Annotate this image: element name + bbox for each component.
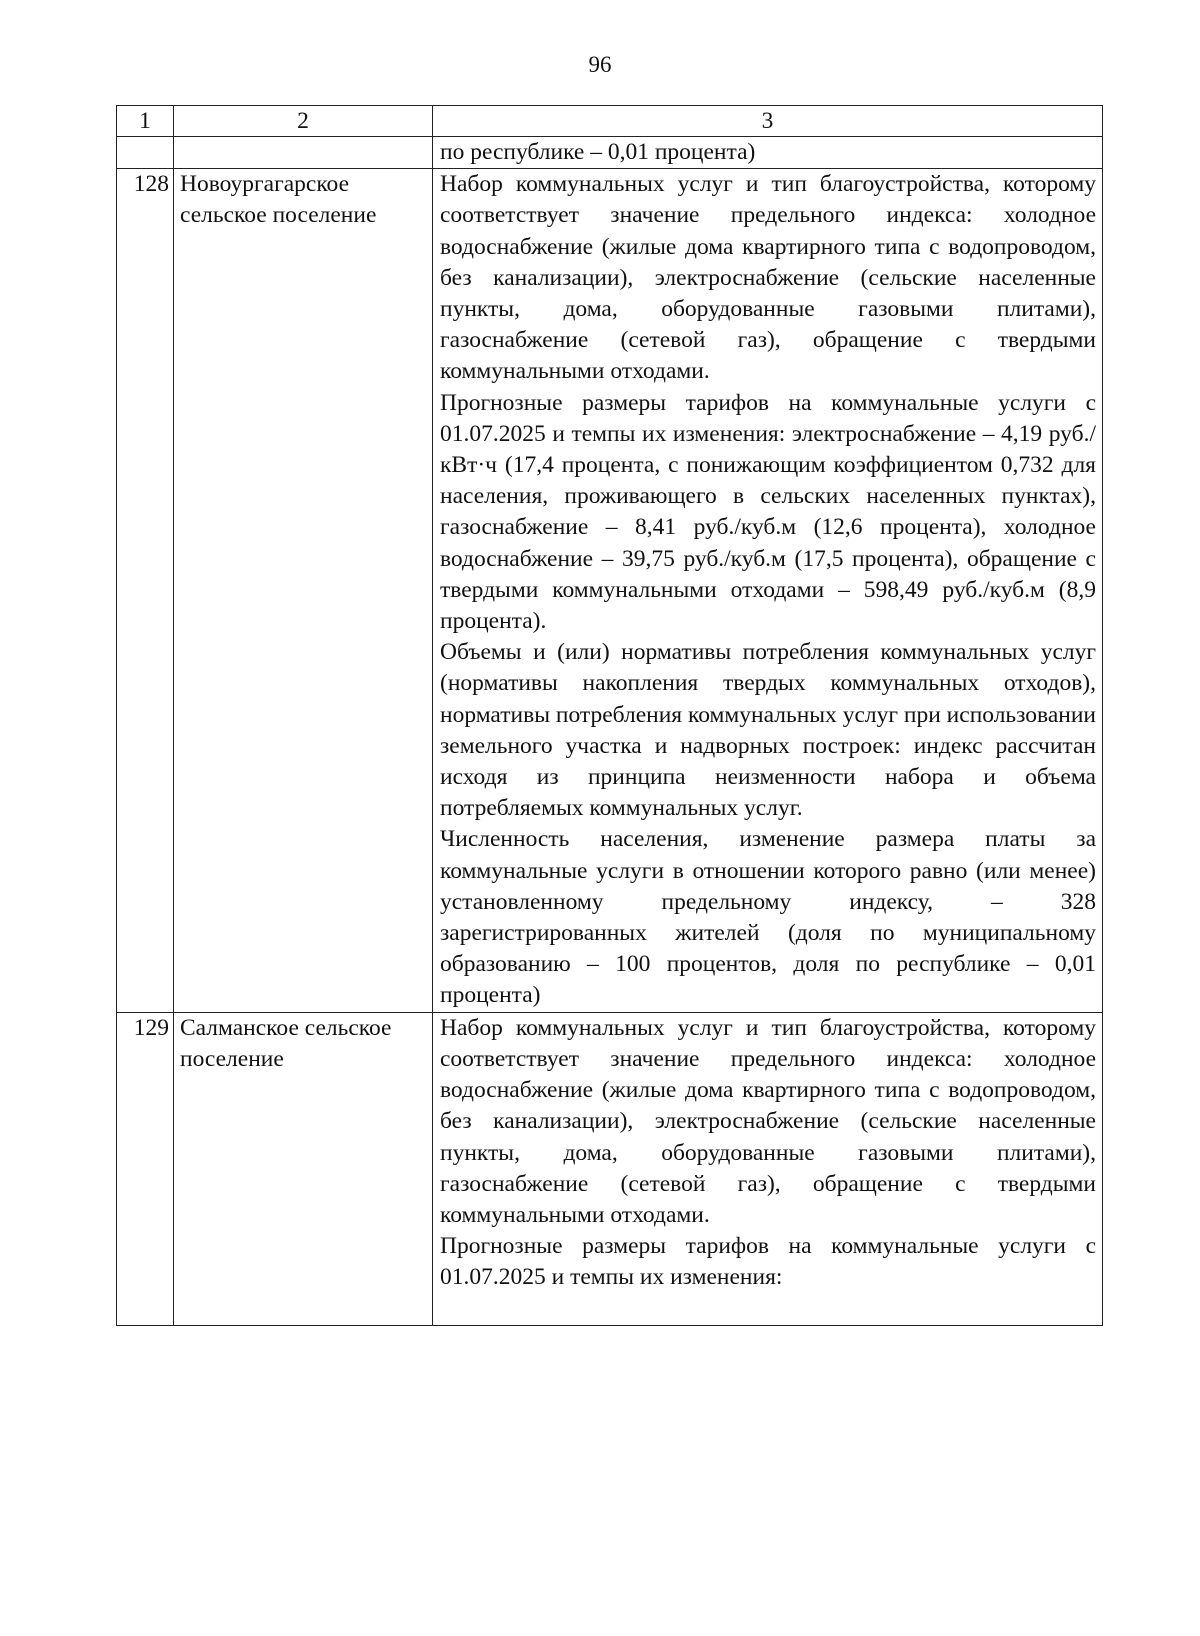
row-number: 128	[117, 169, 174, 1012]
paragraph-services: Набор коммунальных услуг и тип благоустройства, которому соответствует значение предельного индекса: холодное водоснабжение (жилые дома квартирного типа с водопроводом, без канализации), электроснабжение (сельские населенные пункты, дома, оборудованные газовыми плитами), газоснабжение (сетевой газ), обращение с твердыми коммунальными отходами.	[440, 1014, 1096, 1228]
row-number: 129	[117, 1012, 174, 1325]
header-col-3: 3	[433, 106, 1103, 137]
paragraph-population: Численность населения, изменение размера платы за коммунальные услуги в отношении которого равно (или менее) установленному предельному индексу, – 328 зарегистрированных жителей (доля по муниципальному образованию – 100 процентов, доля по республике – 0,01 процента)	[440, 826, 1096, 1009]
continuation-row	[117, 137, 1103, 169]
header-col-1: 1	[117, 106, 174, 137]
settlement-name: Новоургагарское сельское поселение	[174, 169, 433, 1012]
settlement-name: Салманское сельское поселение	[174, 1012, 433, 1325]
tariff-table	[116, 105, 1103, 1326]
continuation-text: по республике – 0,01 процента)	[440, 139, 756, 165]
header-col-2: 2	[174, 106, 433, 137]
row-description	[433, 1012, 1103, 1325]
paragraph-tariffs: Прогнозные размеры тарифов на коммунальные услуги с 01.07.2025 и темпы их изменения:	[440, 1233, 1096, 1291]
page-number: 96	[588, 52, 612, 77]
table-row	[117, 169, 1103, 1012]
paragraph-norms: Объемы и (или) нормативы потребления коммунальных услуг (нормативы накопления твердых коммунальных отходов), нормативы потребления коммунальных услуг при использовании земельного участка и надворных построек: индекс рассчитан исходя из принципа неизменности набора и объема потребляемых коммунальных услуг.	[440, 639, 1096, 822]
row-description	[433, 169, 1103, 1012]
table-header-row	[117, 106, 1103, 137]
paragraph-tariffs: Прогнозные размеры тарифов на коммунальные услуги с 01.07.2025 и темпы их изменения: электроснабжение – 4,19 руб./кВт·ч (17,4 процента, с понижающим коэффициентом 0,732 для населения, проживающего в сельских населенных пунктах), газоснабжение – 8,41 руб./куб.м (12,6 процента), холодное водоснабжение – 39,75 руб./куб.м (17,5 процента), обращение с твердыми коммунальными отходами – 598,49 руб./куб.м (8,9 процента).	[440, 389, 1096, 635]
table-row	[117, 1012, 1103, 1325]
paragraph-services: Набор коммунальных услуг и тип благоустройства, которому соответствует значение предельного индекса: холодное водоснабжение (жилые дома квартирного типа с водопроводом, без канализации), электроснабжение (сельские населенные пункты, дома, оборудованные газовыми плитами), газоснабжение (сетевой газ), обращение с твердыми коммунальными отходами.	[440, 171, 1096, 385]
